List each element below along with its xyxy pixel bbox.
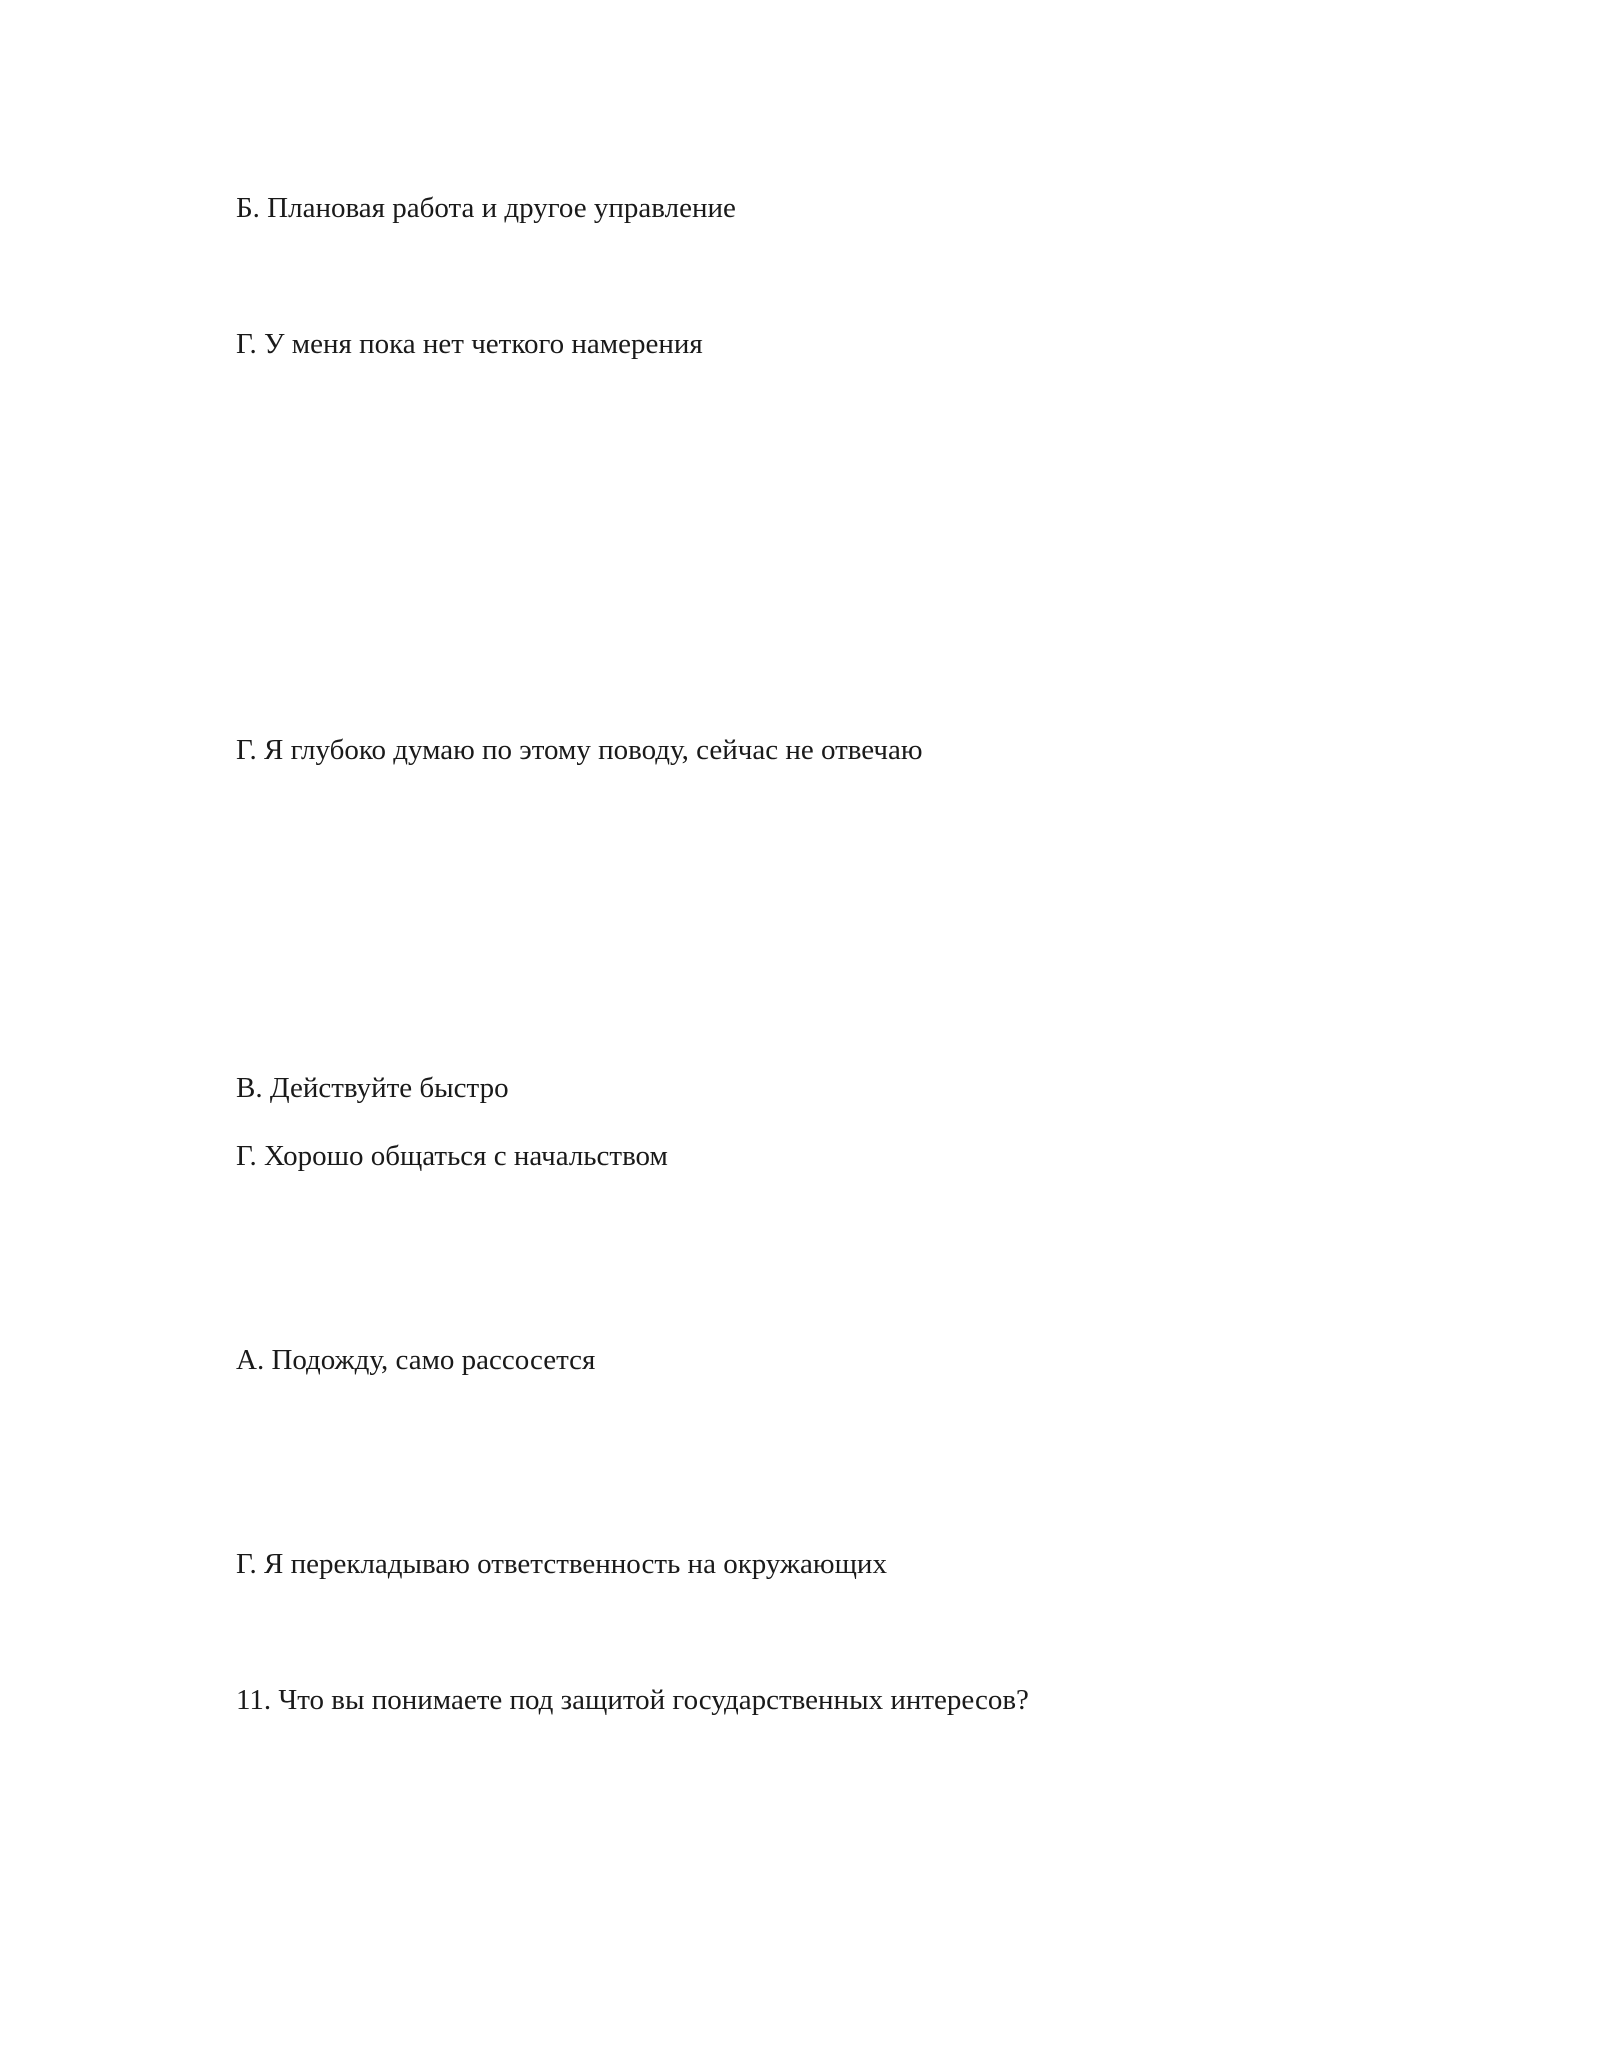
answer-option-a-wait: А. Подожду, само рассосется — [236, 1344, 596, 1376]
question-11: 11. Что вы понимаете под защитой государственных интересов? — [236, 1684, 1029, 1716]
answer-option-v-act-quickly: В. Действуйте быстро — [236, 1072, 509, 1104]
answer-option-g-communicate-with-superiors: Г. Хорошо общаться с начальством — [236, 1140, 668, 1172]
answer-option-g-shift-responsibility: Г. Я перекладываю ответственность на окружающих — [236, 1548, 887, 1580]
answer-option-g-no-clear-intention: Г. У меня пока нет четкого намерения — [236, 328, 703, 360]
answer-option-g-thinking-deeply: Г. Я глубоко думаю по этому поводу, сейчас не отвечаю — [236, 734, 923, 766]
answer-option-b-planned-work: Б. Плановая работа и другое управление — [236, 192, 736, 224]
